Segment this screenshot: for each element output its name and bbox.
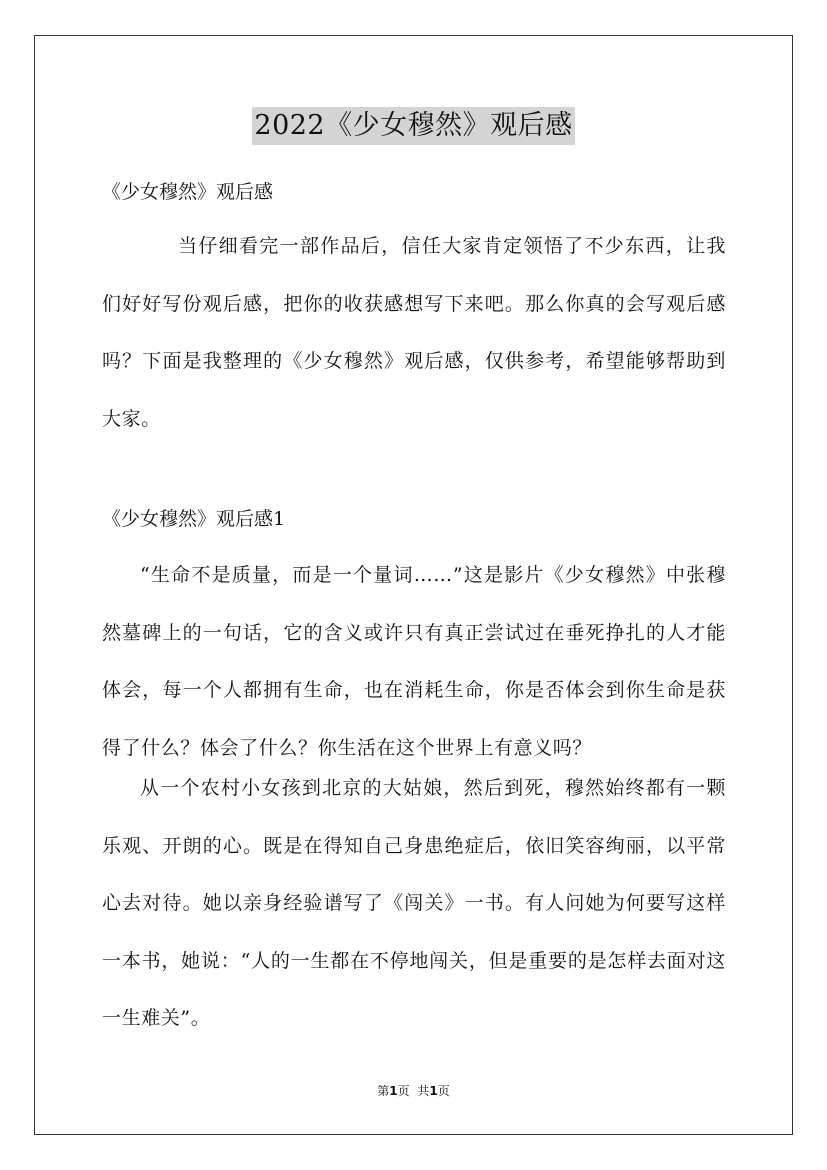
section-1-paragraph-1: “生命不是质量，而是一个量词……”这是影片《少女穆然》中张穆然墓碑上的一句话，它的含义或许只有真正尝试过在垂死挣扎的人才能体会，每一个人都拥有生命，也在消耗生命，你是否体会到你生命是获得了什么？体会了什么？你生活在这个世界上有意义吗？: [102, 564, 726, 759]
page-footer: [0, 1082, 827, 1100]
section-1-heading: 《少女穆然》观后感1: [102, 508, 286, 530]
footer-page-suffix: 页: [397, 1084, 410, 1098]
intro-heading: 《少女穆然》观后感: [102, 181, 274, 203]
document-title-text: 2022《少女穆然》观后感: [252, 107, 574, 145]
footer-page-total: 1: [429, 1084, 438, 1098]
section-1-paragraph-2: 从一个农村小女孩到北京的大姑娘，然后到死，穆然始终都有一颗乐观、开朗的心。既是在得知自己身患绝症后，依旧笑容绚丽，以平常心去对待。她以亲身经验谱写了《闯关》一书。有人问她为何要写这样一本书，她说：“人的一生都在不停地闯关，但是重要的是怎样去面对这一生难关”。: [102, 777, 726, 1029]
footer-total-suffix: 页: [437, 1084, 450, 1098]
document-title: [0, 104, 827, 145]
intro-paragraph: 当仔细看完一部作品后，信任大家肯定领悟了不少东西，让我们好好写份观后感，把你的收获感想写下来吧。那么你真的会写观后感吗？下面是我整理的《少女穆然》观后感，仅供参考，希望能够帮助到大家。: [102, 235, 726, 430]
footer-page-current: 1: [389, 1084, 398, 1098]
footer-page-prefix: 第: [377, 1084, 390, 1098]
footer-total-prefix: 共: [417, 1084, 430, 1098]
